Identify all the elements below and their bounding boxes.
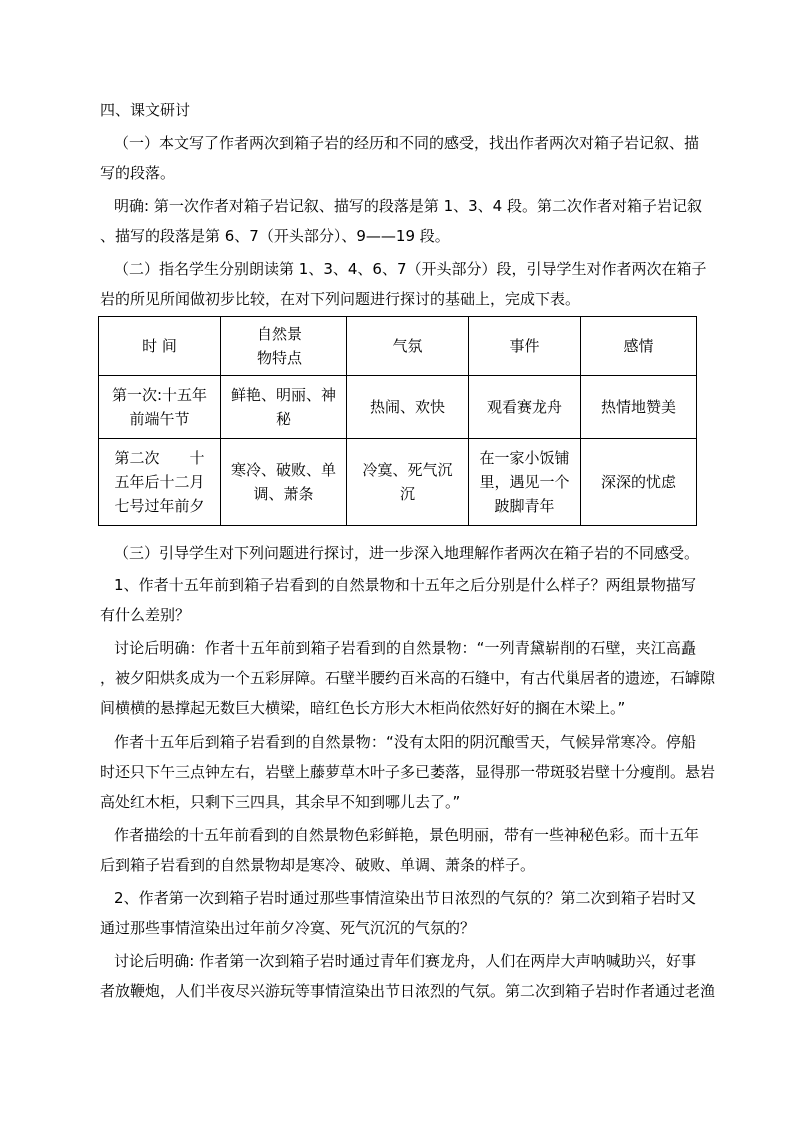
q2-prompt-line1: （二）指名学生分别朗读第 1、3、4、6、7（开头部分）段，引导学生对作者两次在箱子	[114, 260, 707, 278]
table-cell: 热情地赞美	[581, 376, 697, 439]
q1-prompt-line2: 写的段落。	[100, 164, 176, 182]
q1-prompt-line1: （一）本文写了作者两次到箱子岩的经历和不同的感受，找出作者两次对箱子岩记叙、描	[114, 134, 700, 152]
table-cell: 观看赛龙舟	[469, 376, 581, 439]
table-cell: 第一次:十五年 前端午节	[99, 376, 221, 439]
disc3-line1: 作者描绘的十五年前看到的自然景物色彩鲜艳，景色明丽，带有一些神秘色彩。而十五年	[114, 826, 700, 844]
table-cell: 在一家小饭铺 里，遇见一个 跛脚青年	[469, 439, 581, 526]
disc1-line3: 间横横的悬撑起无数巨大横梁，暗红色长方形大木柜尚依然好好的搁在木梁上。”	[100, 699, 626, 717]
q1-answer-line2: 、描写的段落是第 6、7（开头部分）、9——19 段。	[100, 227, 450, 245]
table-cell: 冷寞、死气沉 沉	[347, 439, 469, 526]
comparison-table	[98, 316, 697, 526]
table-cell: 寒冷、破败、单 调、萧条	[221, 439, 347, 526]
table-header-cell: 气氛	[347, 317, 469, 376]
table-cell: 热闹、欢快	[347, 376, 469, 439]
q3-prompt: （三）引导学生对下列问题进行探讨，进一步深入地理解作者两次在箱子岩的不同感受。	[114, 544, 700, 562]
q1-answer-line1: 明确: 第一次作者对箱子岩记叙、描写的段落是第 1、3、4 段。第二次作者对箱子岩记叙	[114, 197, 702, 215]
disc3-line2: 后到箱子岩看到的自然景物却是寒冷、破败、单调、萧条的样子。	[100, 856, 536, 874]
table-cell: 深深的忧虑	[581, 439, 697, 526]
q2-prompt-line2: 岩的所见所闻做初步比较，在对下列问题进行探讨的基础上，完成下表。	[100, 290, 581, 308]
disc2-line3: 高处红木柜，只剩下三四具，其余早不知到哪儿去了。”	[100, 793, 461, 811]
table-header-row	[99, 317, 697, 376]
table-header-cell: 事件	[469, 317, 581, 376]
disc2-line2: 时还只下午三点钟左右，岩壁上藤萝草木叶子多已萎落，显得那一带斑驳岩壁十分瘦削。悬岩	[100, 763, 716, 781]
table-cell: 第二次 十 五年后十二月 七号过年前夕	[99, 439, 221, 526]
table-header-cell: 自然景 物特点	[221, 317, 347, 376]
item1-line1: 1、作者十五年前到箱子岩看到的自然景物和十五年之后分别是什么样子？两组景物描写	[114, 576, 696, 594]
disc4-line2: 者放鞭炮，人们半夜尽兴游玩等事情渲染出节日浓烈的气氛。第二次到箱子岩时作者通过老渔	[100, 982, 716, 1000]
table-row	[99, 376, 697, 439]
disc1-line2: ，被夕阳烘炙成为一个五彩屏障。石壁半腰约百米高的石缝中，有古代巢居者的遗迹，石罅隙	[100, 669, 716, 687]
section-heading: 四、课文研讨	[100, 101, 191, 119]
disc4-line1: 讨论后明确: 作者第一次到箱子岩时通过青年们赛龙舟，人们在两岸大声呐喊助兴，好事	[114, 952, 696, 970]
table-row	[99, 439, 697, 526]
table-cell: 鲜艳、明丽、神 秘	[221, 376, 347, 439]
item1-line2: 有什么差别？	[100, 606, 191, 624]
disc1-line1: 讨论后明确：作者十五年前到箱子岩看到的自然景物：“一列青黛崭削的石壁，夹江高矗	[114, 639, 696, 657]
table-header-cell: 感情	[581, 317, 697, 376]
item2-line2: 通过那些事情渲染出过年前夕冷寞、死气沉沉的气氛的？	[100, 919, 476, 937]
disc2-line1: 作者十五年后到箱子岩看到的自然景物：“没有太阳的阴沉酿雪天，气候异常寒冷。停船	[114, 733, 696, 751]
item2-line1: 2、作者第一次到箱子岩时通过那些事情渲染出节日浓烈的气氛的？第二次到箱子岩时又	[114, 889, 696, 907]
table-header-cell: 时 间	[99, 317, 221, 376]
